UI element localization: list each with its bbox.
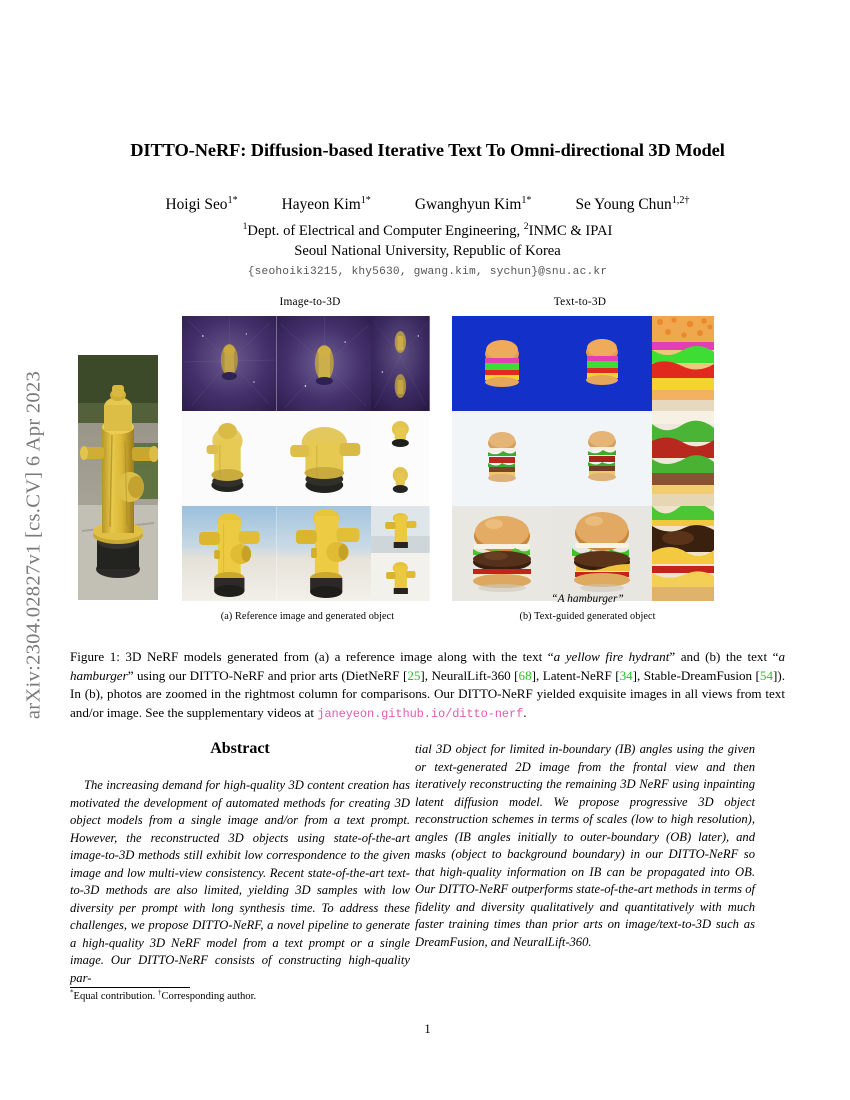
affiliation-line-2: Seoul National University, Republic of Korea (294, 243, 561, 259)
figure-cell (371, 411, 430, 506)
figure-caption-label: Figure 1: (70, 649, 120, 664)
figure-cell (652, 411, 714, 506)
author-entry (575, 196, 689, 214)
abstract-text-left: The increasing demand for high-quality 3D content creation has motivated the development of automated methods for creating 3D object models from a single image and/or from a text prompt. However, the reconstructed 3D objects using state-of-the-art image-to-3D methods still exhibit low correspondence to the given image and low multi-view consistency. Recent state-of-the-art text-to-3D methods are also limited, yielding 3D samples with low diversity per prompt with long synthesis time. To address these challenges, we propose DITTO-NeRF, a novel pipeline to generate a high-quality 3D NeRF model from a text prompt or a single image. Our DITTO-NeRF consists of constructing high-quality par- (70, 778, 410, 986)
abstract-column-right (415, 741, 755, 952)
figure-cell (277, 411, 372, 506)
figure-prompt-text: “A hamburger” (551, 593, 624, 605)
footnote (70, 988, 410, 1002)
figure-cell (552, 316, 652, 411)
hydrant-photo-graphic (78, 355, 158, 600)
footnote-text-2: Corresponding author. (161, 991, 257, 1002)
caption-italic-prompt-2: a hamburger (70, 649, 785, 683)
figure-panel-b-header: Text-to-3D (553, 296, 607, 308)
figure-cell (371, 316, 430, 411)
affiliation-sup-1: 1 (242, 221, 248, 233)
figure-cell (552, 506, 652, 601)
caption-seg: ], NeuralLift-360 [ (420, 667, 519, 683)
figure-subcaption-b: (b) Text-guided generated object (519, 611, 656, 622)
author-entry (165, 196, 237, 214)
affiliation-text-2: INMC & IPAI (528, 223, 613, 239)
abstract-heading: Abstract (210, 740, 270, 757)
figure-cell (652, 316, 714, 411)
figure-cell (371, 506, 430, 601)
author-name: Se Young Chun (575, 196, 672, 213)
figure-cell (652, 506, 714, 601)
citation-link-25[interactable]: 25 (407, 667, 421, 683)
figure-panel-a-header: Image-to-3D (279, 296, 341, 308)
author-emails: {seohoiki3215, khy5630, gwang.kim, sychun}@snu.ac.kr (247, 266, 608, 278)
author-name: Gwanghyun Kim (414, 196, 522, 213)
figure-cell (277, 506, 372, 601)
caption-seg: 3D NeRF models generated from (a) a reference image along with the text “ (119, 649, 554, 664)
author-superscript: 1* (227, 194, 238, 206)
caption-italic-prompt-1: a yellow fire hydrant (553, 649, 670, 664)
arxiv-stamp-text: arXiv:2304.02827v1 [cs.CV] 6 Apr 2023 (22, 370, 45, 720)
citation-link-68[interactable]: 68 (518, 667, 532, 683)
caption-seg: ], Stable-DreamFusion [ (632, 667, 760, 683)
author-name: Hayeon Kim (281, 196, 361, 213)
figure-subcaption-a: (a) Reference image and generated object (220, 611, 395, 622)
figure-cell (452, 316, 552, 411)
figure-1 (70, 296, 785, 626)
footnote-text-1: Equal contribution. (73, 991, 158, 1002)
affiliation-sup-2: 2 (523, 221, 529, 233)
figure-cell (552, 411, 652, 506)
author-name: Hoigi Seo (165, 196, 228, 213)
project-url-link[interactable]: janeyeon.github.io/ditto-nerf (317, 706, 524, 721)
figure-cell (182, 316, 277, 411)
author-entry (282, 196, 371, 214)
affiliation-text-1: Dept. of Electrical and Computer Engineering, (247, 223, 524, 239)
page-title: DITTO-NeRF: Diffusion-based Iterative Text To Omni-directional 3D Model (130, 140, 725, 160)
footnote-divider (70, 987, 190, 988)
author-superscript: 1,2† (671, 194, 690, 206)
figure-caption (70, 648, 785, 723)
abstract-column-left (70, 777, 410, 988)
figure-cell (182, 506, 277, 601)
caption-seg: ]). In (b), photos are zoomed in the rightmost column for comparisons. Our DITTO-NeRF yielded exquisite images in all views from text and/or image. See the supplementary videos at (70, 667, 785, 720)
caption-seg: ” and (b) the text “ (669, 649, 779, 664)
footnote-star: * (70, 988, 74, 997)
caption-seg: . (523, 704, 527, 720)
figure-grid-image-to-3d (182, 316, 430, 601)
arxiv-stamp (14, 290, 54, 800)
figure-cell (452, 411, 552, 506)
figure-cell (452, 506, 552, 601)
figure-cell (182, 411, 277, 506)
author-list (70, 196, 785, 214)
caption-seg: ” using our DITTO-NeRF and prior arts (DietNeRF [ (127, 667, 408, 683)
footnote-dagger: † (157, 988, 162, 997)
citation-link-54[interactable]: 54 (759, 667, 773, 683)
abstract-text-right: tial 3D object for limited in-boundary (IB) angles using the given or text-generated 2D image from the frontal view and then iteratively reconstructing the remaining 3D NeRF using inpainting latent diffusion model. We propose progressive 3D object reconstruction schemes in terms of scales (low to high resolution), angles (IB angles initially to outer-boundary (OB) later), and masks (object to background boundary) in our DITTO-NeRF so that high-quality information on IB can be propagated into OB. Our DITTO-NeRF outperforms state-of-the-art methods in terms of fidelity and diversity qualitatively and quantitatively with much faster training times than prior arts on image/text-to-3D such as DreamFusion, and NeuralLift-360. (415, 742, 755, 950)
caption-seg: ], Latent-NeRF [ (531, 667, 620, 683)
paper-page (70, 0, 785, 1100)
author-superscript: 1* (521, 194, 532, 206)
author-entry (415, 196, 532, 214)
affiliation-block (70, 221, 785, 261)
reference-image-photo (78, 355, 158, 600)
figure-cell (277, 316, 372, 411)
figure-grid-text-to-3d (452, 316, 714, 601)
author-superscript: 1* (360, 194, 371, 206)
affiliation-line-1 (70, 221, 785, 241)
page-number: 1 (424, 1022, 431, 1036)
citation-link-34[interactable]: 34 (619, 667, 633, 683)
